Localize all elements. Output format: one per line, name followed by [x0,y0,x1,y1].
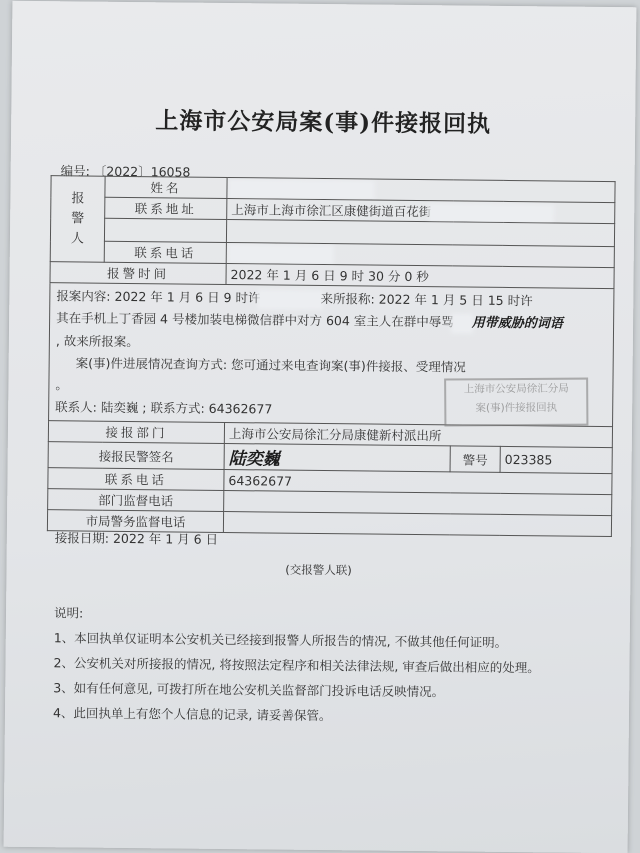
content-line-1a: 报案内容: 2022 年 1 月 6 日 9 时许 [56,288,261,306]
stamp-line-1: 上海市公安局徐汇分局 [463,382,569,396]
report-form-table [47,175,616,537]
phone-label: 联系电话 [104,241,226,263]
dept-supervise-label: 部门监督电话 [48,489,224,512]
name-label: 姓名 [105,176,227,198]
redacted-content [260,292,320,307]
officer-phone-value: 64362677 [224,469,612,494]
note-item: 3、如有任何意见, 可拨打所在地公安机关监督部门投诉电话反映情况。 [53,680,445,700]
reporter-label-cell [50,176,105,263]
badge-value: 023385 [500,446,612,473]
city-supervise-value [223,511,611,536]
note-item: 1、本回执单仅证明本公安机关已经接到报警人所报告的情况, 不做其他任何证明。 [53,630,508,650]
page-title: 上海市公安局案(事)件接报回执 [155,107,492,138]
content-line-2-text: 其在手机上丁香园 4 号楼加装电梯微信群中对方 604 室主人在群中辱骂 [56,310,454,330]
dept-label: 接报部门 [48,421,224,444]
dept-value: 上海市公安局徐汇分局康健新村派出所 [224,423,612,448]
officer-label: 接报民警签名 [48,442,224,470]
stamp-line-2: 案(事)件接报回执 [475,401,558,415]
address-label: 联系地址 [105,197,227,219]
officer-signature: 陆奕巍 [228,449,280,470]
badge-label: 警号 [450,446,500,473]
receipt-paper [4,1,637,853]
redacted-phone [231,247,331,262]
report-time-label: 报警时间 [50,262,226,285]
phone-label-spacer [104,218,226,242]
officer-phone-label: 联系电话 [48,468,224,491]
receipt-number: 编号: 〔2022〕16058 [60,163,191,180]
redacted-content-2 [454,316,470,330]
note-item: 2、公安机关对所接报的情况, 将按照法定程序和相关法律法规, 审查后做出相应的处理。 [53,655,540,676]
copy-note: (交报警人联) [285,562,352,578]
content-line-1b: 来所报称: 2022 年 1 月 5 日 15 时许 [320,290,533,309]
handwritten-insertion: 用带威胁的词语 [471,315,563,332]
note-item: 4、此回执单上有您个人信息的记录, 请妥善保管。 [52,705,332,724]
query-tail: 。 [55,377,69,393]
address-text: 上海市上海市徐汇区康健街道百花街 [231,202,432,220]
report-time-value: 2022 年 1 月 6 日 9 时 30 分 0 秒 [226,264,614,289]
query-line: 案(事)件进展情况查询方式: 您可通过来电查询案(事)件接报、受理情况 [75,355,466,375]
content-line-3: , 故来所报案。 [55,333,139,350]
notes-heading: 说明: [53,605,84,621]
contact-line: 联系人: 陆奕巍 ; 联系方式: 64362677 [55,399,273,417]
redacted-name [231,182,371,197]
report-date: 接报日期: 2022 年 1 月 6 日 [54,530,219,547]
official-stamp [444,378,588,427]
city-supervise-label: 市局警务监督电话 [47,510,223,533]
officer-signature-cell [224,443,450,471]
reporter-label: 报警人 [70,190,85,247]
redacted-address [431,206,551,221]
